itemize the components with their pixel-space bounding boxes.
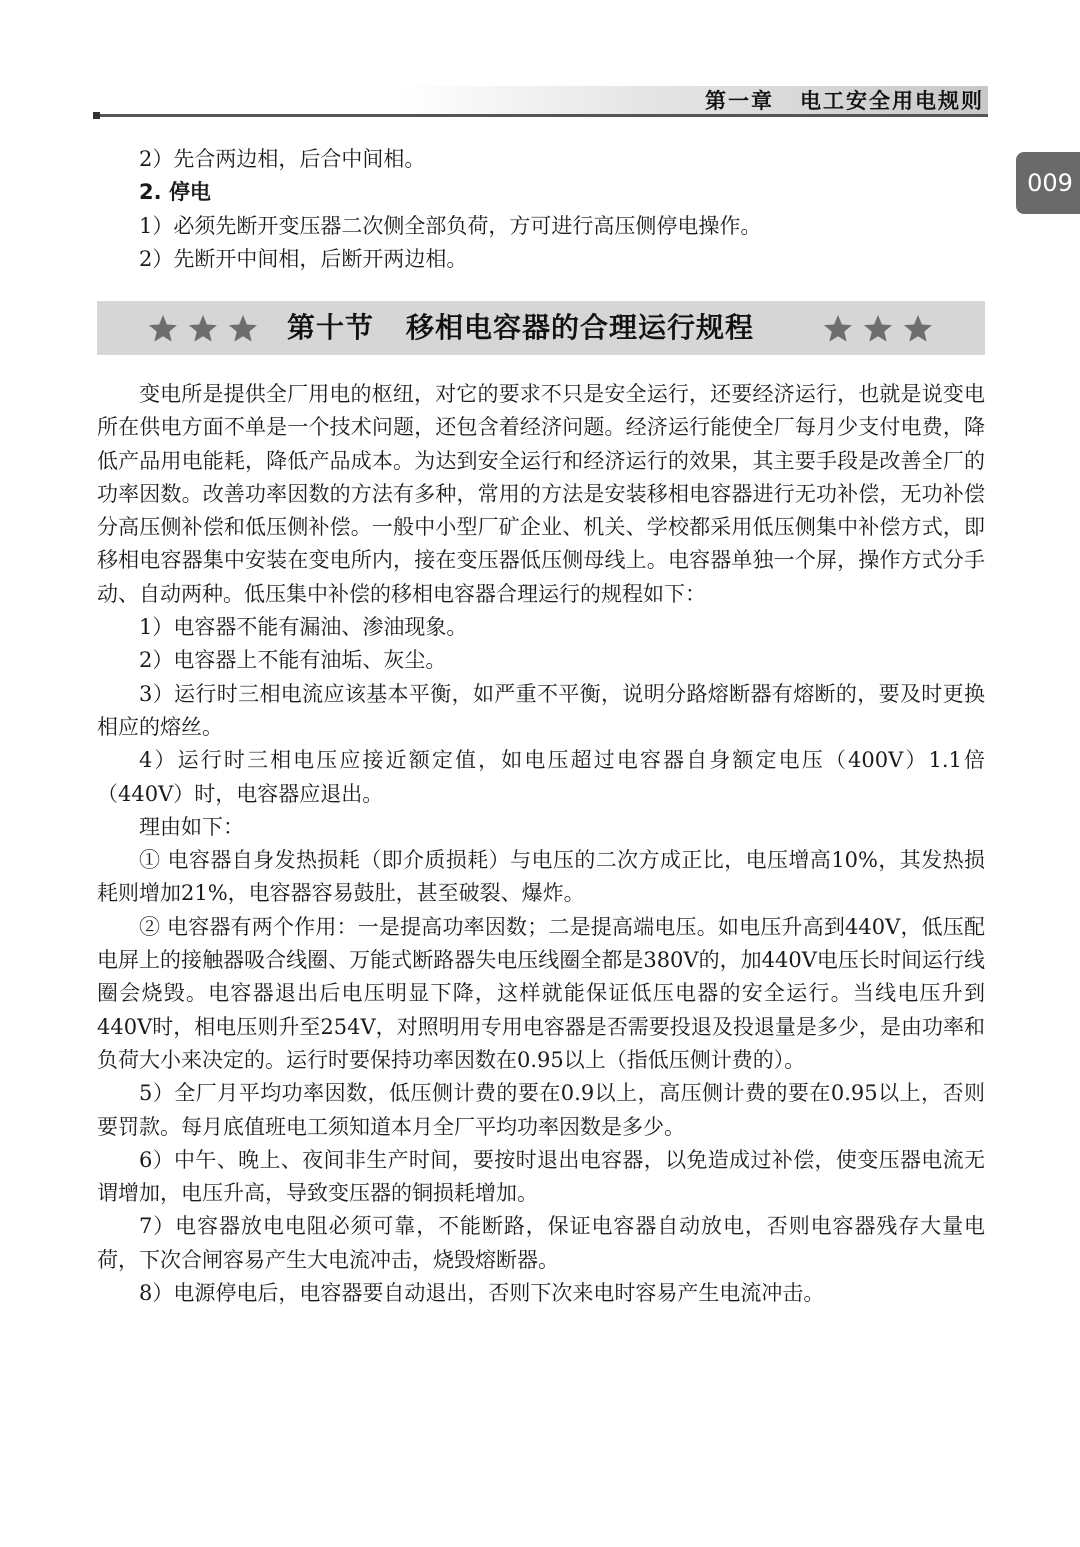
intro-paragraph: 变电所是提供全厂用电的枢纽，对它的要求不只是安全运行，还要经济运行，也就是说变电所在供电方面不单是一个技术问题，还包含着经济问题。经济运行能使全厂每月少支付电费，降低产品用电能耗，降低产品成本。为达到安全运行和经济运行的效果，其主要手段是改善全厂的功率因数。改善功率因数的方法有多种，常用的方法是安装移相电容器进行无功补偿，无功补偿分高压侧补偿和低压侧补偿。一般中小型厂矿企业、机关、学校都采用低压侧集中补偿方式，即移相电容器集中安装在变电所内，接在变压器低压侧母线上。电容器单独一个屏，操作方式分手动、自动两种。低压集中补偿的移相电容器合理运行的规程如下： bbox=[97, 382, 985, 606]
rule-item: 2）电容器上不能有油垢、灰尘。 bbox=[139, 648, 447, 673]
star-icon bbox=[147, 313, 179, 345]
stars-right bbox=[822, 307, 934, 351]
section-body bbox=[97, 378, 985, 1310]
page-number-tab: 009 bbox=[1016, 152, 1080, 214]
rule-item: 3）运行时三相电流应该基本平衡，如严重不平衡，说明分路熔断器有熔断的，要及时更换相应的熔丝。 bbox=[97, 681, 985, 739]
top-list bbox=[97, 143, 985, 276]
rule-item: 4）运行时三相电压应接近额定值，如电压超过电容器自身额定电压（400V）1.1倍（440V）时，电容器应退出。 bbox=[97, 748, 985, 806]
running-header bbox=[705, 86, 984, 114]
stars-left bbox=[147, 307, 259, 351]
section-number: 第十节 bbox=[287, 311, 375, 344]
rule-item: 7）电容器放电电阻必须可靠，不能断路，保证电容器自动放电，否则电容器残存大量电荷，下次合闸容易产生大电流冲击，烧毁熔断器。 bbox=[97, 1214, 985, 1272]
star-icon bbox=[822, 313, 854, 345]
star-icon bbox=[862, 313, 894, 345]
reason-heading: 理由如下： bbox=[139, 814, 244, 839]
reason-item: ① 电容器自身发热损耗（即介质损耗）与电压的二次方成正比，电压增高10%，其发热损耗则增加21%，电容器容易鼓肚，甚至破裂、爆炸。 bbox=[97, 848, 985, 906]
header-rule-marker bbox=[93, 112, 100, 119]
header-rule bbox=[95, 114, 988, 117]
star-icon bbox=[902, 313, 934, 345]
reason-item: ② 电容器有两个作用：一是提高功率因数；二是提高端电压。如电压升高到440V，低压配电屏上的接触器吸合线圈、万能式断路器失电压线圈全都是380V的，加440V电压长时间运行线圈会烧毁。电容器退出后电压明显下降，这样就能保证低压电器的安全运行。当线电压升到440V时，相电压则升至254V，对照明用专用电容器是否需要投退及投退量是多少，是由功率和负荷大小来决定的。运行时要保持功率因数在0.95以上（指低压侧计费的）。 bbox=[97, 914, 985, 1072]
list-item: 1）必须先断开变压器二次侧全部负荷，方可进行高压侧停电操作。 bbox=[139, 213, 762, 238]
section-name: 移相电容器的合理运行规程 bbox=[406, 311, 755, 344]
chapter-title: 电工安全用电规则 bbox=[800, 89, 984, 113]
section-title bbox=[287, 301, 754, 355]
star-icon bbox=[227, 313, 259, 345]
rule-item: 6）中午、晚上、夜间非生产时间，要按时退出电容器，以免造成过补偿，使变压器电流无谓增加，电压升高，导致变压器的铜损耗增加。 bbox=[97, 1147, 985, 1206]
rule-item: 8）电源停电后，电容器要自动退出，否则下次来电时容易产生电流冲击。 bbox=[139, 1281, 825, 1306]
rule-item: 1）电容器不能有漏油、渗油现象。 bbox=[139, 615, 468, 640]
chapter-number: 第一章 bbox=[705, 89, 774, 113]
star-icon bbox=[187, 313, 219, 345]
rule-item: 5）全厂月平均功率因数，低压侧计费的要在0.9以上，高压侧计费的要在0.95以上，否则要罚款。每月底值班电工须知道本月全厂平均功率因数是多少。 bbox=[97, 1081, 985, 1139]
list-item: 2）先合两边相，后合中间相。 bbox=[139, 147, 426, 171]
list-item: 2）先断开中间相，后断开两边相。 bbox=[139, 246, 468, 271]
subsection-heading: 2. 停电 bbox=[139, 180, 211, 205]
section-banner bbox=[97, 301, 985, 355]
